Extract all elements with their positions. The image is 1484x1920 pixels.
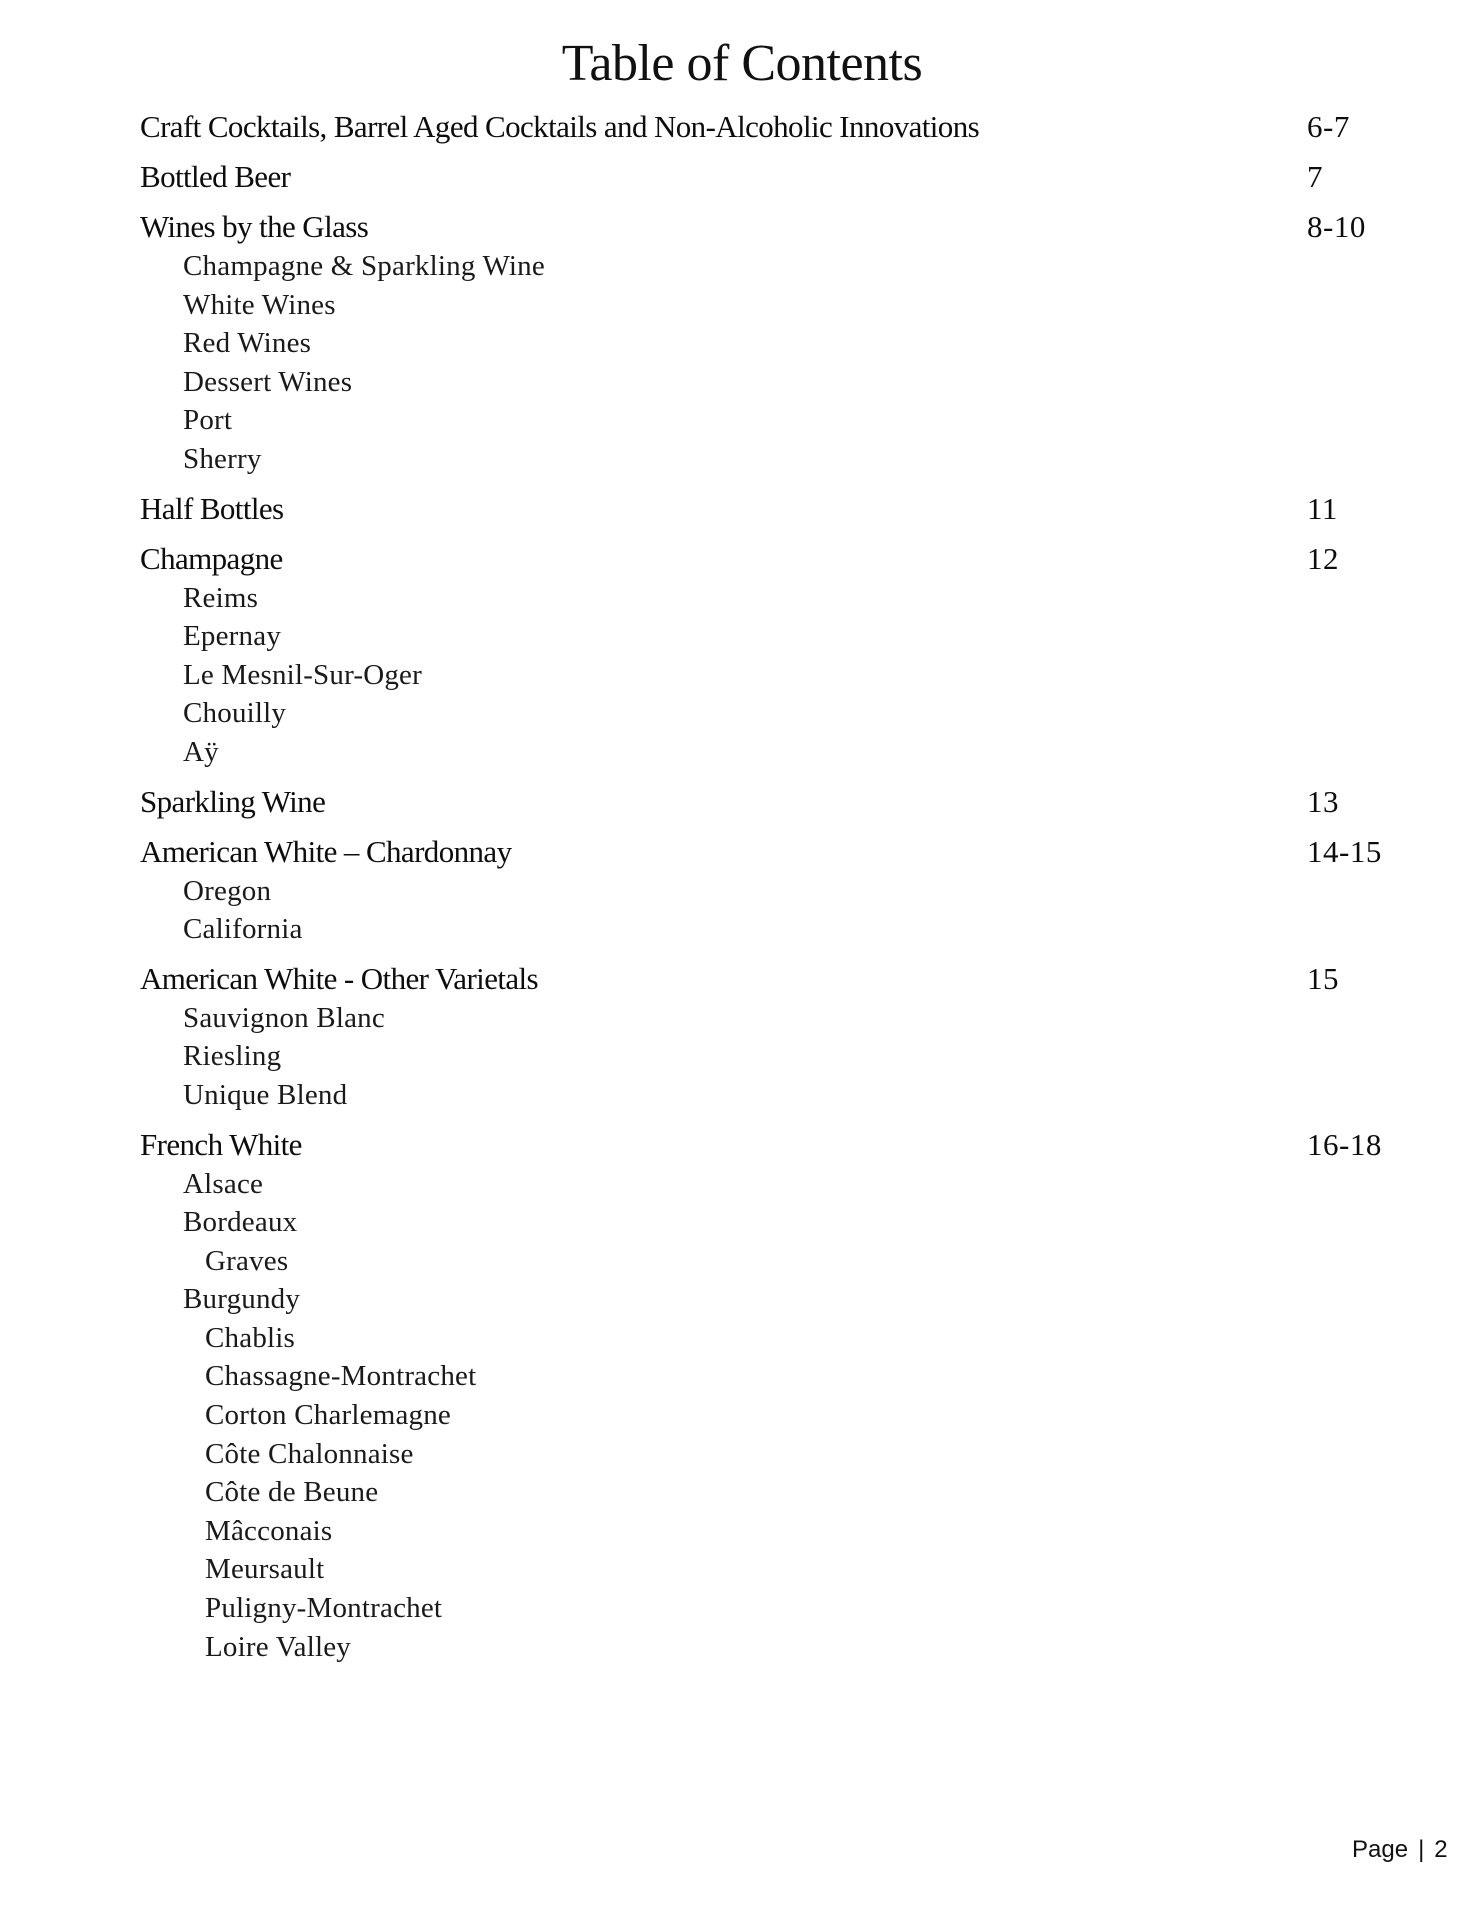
toc-section-pages: 14-15 xyxy=(1307,833,1382,869)
toc-section-title: French White xyxy=(140,1126,302,1162)
toc-subentry[interactable]: Aÿ xyxy=(183,735,219,768)
page-footer xyxy=(1352,1835,1448,1865)
toc-section-pages: 7 xyxy=(1307,159,1323,194)
toc-subentry[interactable]: Corton Charlemagne xyxy=(205,1399,452,1432)
toc-section-row[interactable] xyxy=(0,488,1484,529)
toc-section-row[interactable] xyxy=(0,831,1484,872)
toc-section xyxy=(0,156,1484,197)
toc-section-pages: 16-18 xyxy=(1307,1126,1382,1162)
toc-section xyxy=(0,538,1484,772)
toc-section xyxy=(0,106,1484,147)
toc-section-pages: 8-10 xyxy=(1307,209,1366,244)
toc-subentry[interactable]: Puligny-Montrachet xyxy=(205,1592,443,1625)
toc-section-row[interactable] xyxy=(0,106,1484,147)
toc-subentry[interactable]: Burgundy xyxy=(183,1283,301,1316)
toc-section-row[interactable] xyxy=(0,538,1484,579)
toc-section-title: American White - Other Varietals xyxy=(140,960,538,996)
toc-section-title: American White – Chardonnay xyxy=(140,833,512,869)
toc-subentry[interactable]: Côte de Beune xyxy=(205,1476,379,1509)
toc-section-row[interactable] xyxy=(0,781,1484,822)
toc-section-pages: 6-7 xyxy=(1307,109,1350,144)
toc-subentry[interactable]: Chablis xyxy=(205,1321,296,1354)
toc-subentry[interactable]: Chassagne-Montrachet xyxy=(205,1360,477,1393)
footer-page-number: 2 xyxy=(1434,1836,1448,1863)
toc-section-title: Half Bottles xyxy=(140,490,284,526)
footer-page-label: Page xyxy=(1352,1836,1409,1863)
toc-section-pages: 15 xyxy=(1307,960,1339,996)
toc-section-row[interactable] xyxy=(0,206,1484,247)
toc-section-title: Wines by the Glass xyxy=(140,209,369,244)
toc-subentry[interactable]: Riesling xyxy=(183,1040,282,1073)
toc-list xyxy=(0,106,1484,1675)
toc-subentry[interactable]: Meursault xyxy=(205,1553,325,1586)
toc-section-pages: 11 xyxy=(1307,490,1338,526)
toc-section-title: Craft Cocktails, Barrel Aged Cocktails and Non-Alcoholic Innovations xyxy=(140,109,980,144)
toc-section-title: Bottled Beer xyxy=(140,159,291,194)
toc-subentry[interactable]: Champagne & Sparkling Wine xyxy=(183,250,545,282)
toc-subentry[interactable]: Epernay xyxy=(183,620,282,653)
toc-section-pages: 13 xyxy=(1307,783,1339,819)
toc-subentry[interactable]: Alsace xyxy=(183,1167,264,1200)
toc-subentry[interactable]: Graves xyxy=(205,1244,289,1277)
toc-subentry[interactable]: Bordeaux xyxy=(183,1206,298,1239)
toc-section xyxy=(0,831,1484,949)
toc-subentry[interactable]: Chouilly xyxy=(183,697,287,730)
toc-subentry[interactable]: Mâcconais xyxy=(205,1514,333,1547)
toc-section-row[interactable] xyxy=(0,156,1484,197)
toc-subentry[interactable]: White Wines xyxy=(183,288,336,321)
toc-section-pages: 12 xyxy=(1307,540,1339,576)
toc-section xyxy=(0,488,1484,529)
toc-section-title: Sparkling Wine xyxy=(140,783,326,819)
toc-section-row[interactable] xyxy=(0,958,1484,999)
toc-subentry[interactable]: Loire Valley xyxy=(205,1630,352,1663)
toc-subentry[interactable]: Reims xyxy=(183,581,259,614)
toc-subentry[interactable]: Côte Chalonnaise xyxy=(205,1437,414,1470)
toc-subentry[interactable]: Sherry xyxy=(183,442,262,475)
page-title: Table of Contents xyxy=(561,35,923,92)
toc-subentry[interactable]: Port xyxy=(183,404,233,437)
footer-separator: | xyxy=(1418,1836,1425,1863)
toc-subentry[interactable]: California xyxy=(183,913,303,946)
toc-section xyxy=(0,958,1484,1115)
toc-section xyxy=(0,206,1484,479)
toc-subentry[interactable]: Dessert Wines xyxy=(183,365,353,398)
toc-subentry[interactable]: Oregon xyxy=(183,874,272,907)
toc-subentry[interactable]: Red Wines xyxy=(183,327,312,360)
toc-section xyxy=(0,1124,1484,1667)
toc-section-row[interactable] xyxy=(0,1124,1484,1165)
toc-subentry[interactable]: Le Mesnil-Sur-Oger xyxy=(183,658,422,691)
toc-subentry[interactable]: Sauvignon Blanc xyxy=(183,1001,385,1034)
toc-section-title: Champagne xyxy=(140,540,283,576)
toc-subentry[interactable]: Unique Blend xyxy=(183,1078,348,1111)
toc-section xyxy=(0,781,1484,822)
